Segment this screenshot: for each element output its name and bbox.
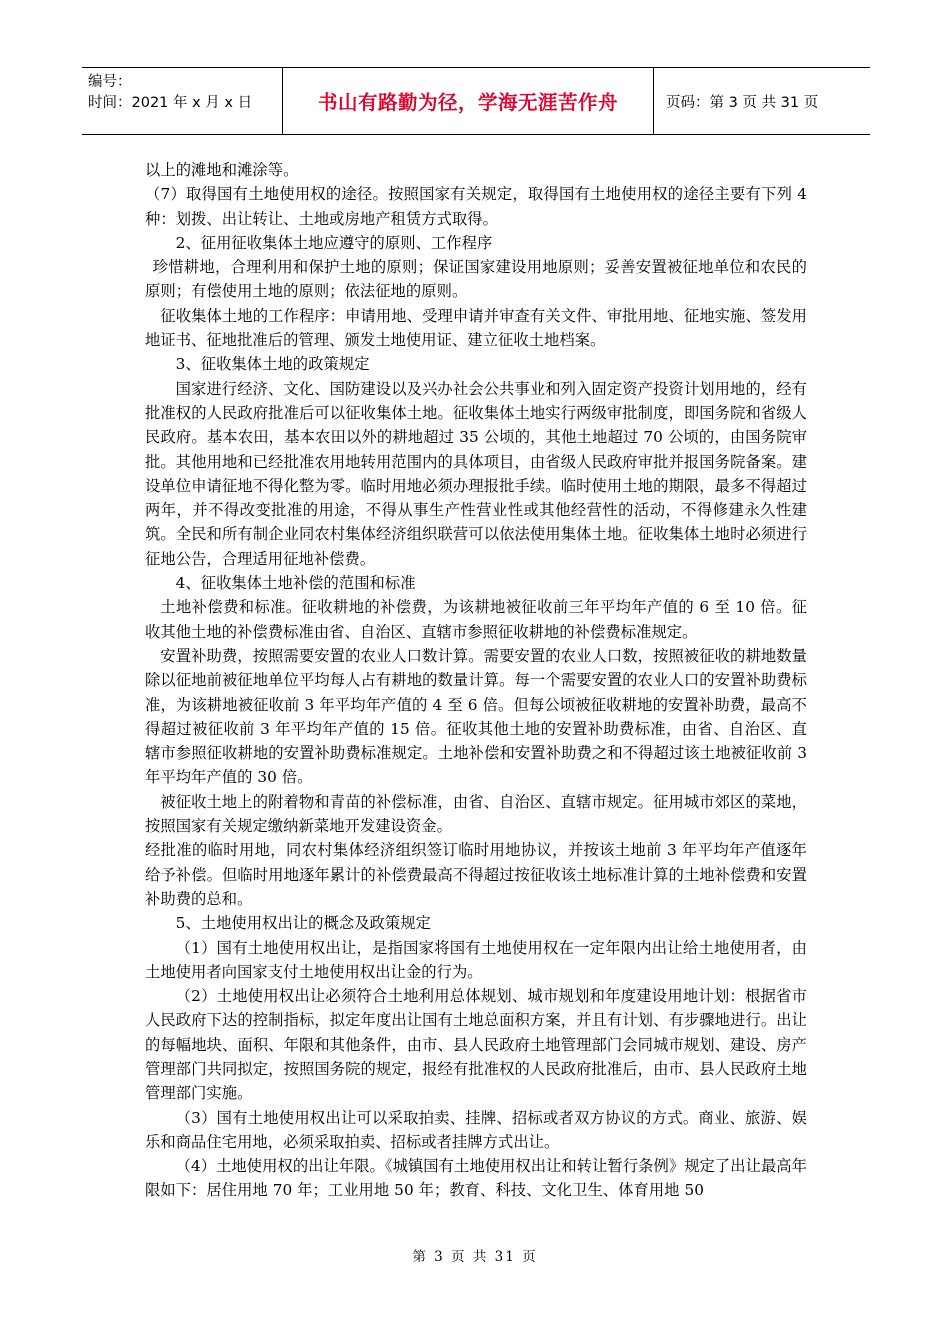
paragraph: 3、征收集体土地的政策规定 <box>175 355 370 374</box>
page-header <box>82 67 870 135</box>
paragraph: 2、征用征收集体土地应遵守的原则、工作程序 <box>175 233 493 252</box>
paragraph: （4）土地使用权的出让年限。《城镇国有土地使用权出让和转让暂行条例》规定了出让最高年限如下：居住用地 70 年；工业用地 50 年；教育、科技、文化卫生、体育用地 50 <box>145 1157 807 1200</box>
paragraph: 4、征收集体土地补偿的范围和标准 <box>175 574 416 593</box>
page-footer: 第 3 页 共 31 页 <box>412 1249 538 1265</box>
paragraph: 珍惜耕地，合理利用和保护土地的原则；保证国家建设用地原则；妥善安置被征地单位和农民的原则；有偿使用土地的原则；依法征地的原则。 <box>145 258 807 301</box>
header-page-info: 页码：第 3 页 共 31 页 <box>666 94 819 111</box>
paragraph: 土地补偿费和标准。征收耕地的补偿费，为该耕地被征收前三年平均年产值的 6 至 10 倍。征收其他土地的补偿费标准由省、自治区、直辖市参照征收耕地的补偿费标准规定。 <box>145 598 807 641</box>
paragraph: 国家进行经济、文化、国防建设以及兴办社会公共事业和列入固定资产投资计划用地的，经有批准权的人民政府批准后可以征收集体土地。征收集体土地实行两级审批制度，即国务院和省级人民政府。基本农田，基本农田以外的耕地超过 35 公顷的，其他土地超过 70 公顷的，由国务院审批。其他用地和已经批准农用地转用范围内的具体项目，由省级人民政府审批并报国务院备案。建设单位申请征地不得化整为零。临时用地必须办理报批手续。临时使用土地的期限，最多不得超过两年，并不得改变批准的用途，不得从事生产性营业性或其他经营性的活动，不得修建永久性建筑。全民和所有制企业同农村集体经济组织联营可以依法使用集体土地。征收集体土地时必须进行征地公告，合理适用征地补偿费。 <box>145 379 807 568</box>
paragraph: （3）国有土地使用权出让可以采取拍卖、挂牌、招标或者双方协议的方式。商业、旅游、娱乐和商品住宅用地，必须采取拍卖、招标或者挂牌方式出让。 <box>145 1108 807 1151</box>
paragraph: （1）国有土地使用权出让，是指国家将国有土地使用权在一定年限内出让给土地使用者，由土地使用者向国家支付土地使用权出让金的行为。 <box>145 938 807 981</box>
header-motto: 书山有路勤为径，学海无涯苦作舟 <box>282 68 654 134</box>
paragraph: 5、土地使用权出让的概念及政策规定 <box>175 914 431 933</box>
paragraph: （2）土地使用权出让必须符合土地利用总体规划、城市规划和年度建设用地计划：根据省市人民政府下达的控制指标，拟定年度出让国有土地总面积方案，并且有计划、有步骤地进行。出让的每幅地块、面积、年限和其他条件，由市、县人民政府土地管理部门会同城市规划、建设、房产管理部门共同拟定，按照国务院的规定，报经有批准权的人民政府批准后，由市、县人民政府土地管理部门实施。 <box>145 987 807 1103</box>
paragraph: 安置补助费，按照需要安置的农业人口数计算。需要安置的农业人口数，按照被征收的耕地数量除以征地前被征地单位平均每人占有耕地的数量计算。每一个需要安置的农业人口的安置补助费标准，为该耕地被征收前 3 年平均年产值的 4 至 6 倍。但每公顷被征收耕地的安置补助费，最高不得超过被征收前 3 年平均年产值的 15 倍。征收其他土地的安置补助费标准，由省、自治区、直辖市参照征收耕地的安置补助费标准规定。土地补偿和安置补助费之和不得超过该土地被征收前 3 年平均年产值的 30 倍。 <box>145 646 807 787</box>
paragraph: 经批准的临时用地，同农村集体经济组织签订临时用地协议，并按该土地前 3 年平均年产值逐年给予补偿。但临时用地逐年累计的补偿费最高不得超过按征收该土地标准计算的土地补偿费和安置补助费的总和。 <box>145 841 807 908</box>
document-date: 时间：2021 年 x 月 x 日 <box>88 95 253 111</box>
document-body <box>145 158 807 1203</box>
paragraph: 征收集体土地的工作程序：申请用地、受理申请并审查有关文件、审批用地、征地实施、签发用地证书、征地批准后的管理、颁发土地使用证、建立征收土地档案。 <box>145 306 807 350</box>
paragraph: 以上的滩地和滩涂等。 <box>145 161 299 179</box>
paragraph: （7）取得国有土地使用权的途径。按照国家有关规定，取得国有土地使用权的途径主要有下列 4 种：划拨、出让转让、土地或房地产租赁方式取得。 <box>145 185 807 228</box>
document-code-label: 编号： <box>88 74 132 90</box>
header-meta <box>82 68 282 134</box>
paragraph: 被征收土地上的附着物和青苗的补偿标准，由省、自治区、直辖市规定。征用城市郊区的菜地，按照国家有关规定缴纳新菜地开发建设资金。 <box>145 792 807 836</box>
